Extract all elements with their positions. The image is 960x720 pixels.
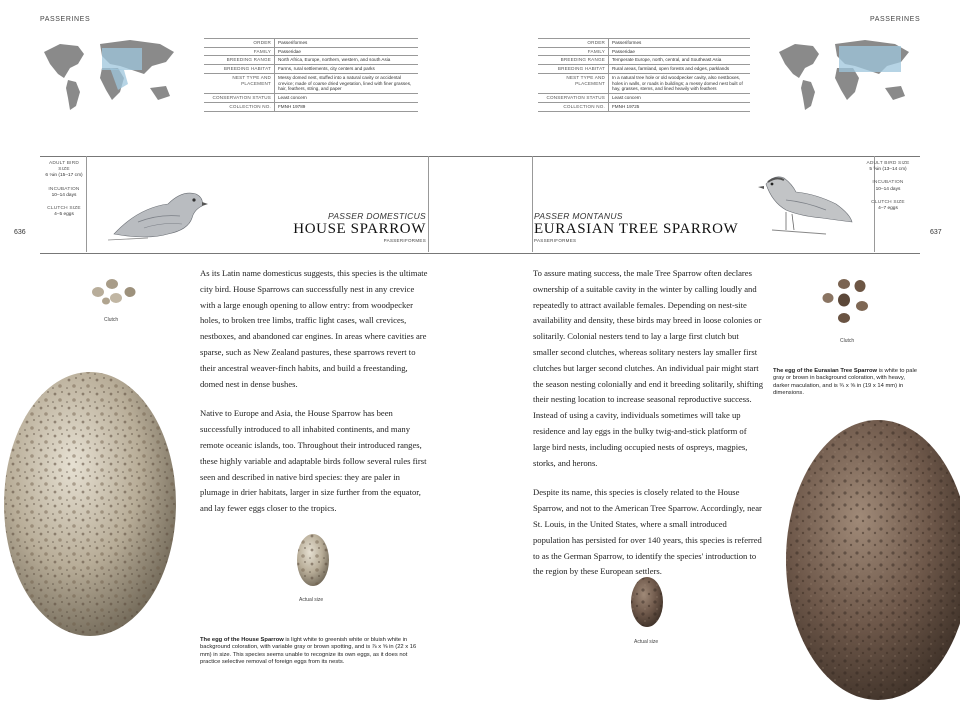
info-label: BREEDING HABITAT [204,65,275,74]
info-row [538,65,750,74]
info-label: CONSERVATION STATUS [538,94,609,103]
tree-sparrow-egg-large [782,418,960,708]
stat-value: 4–5 eggs [54,212,74,218]
stats-left [44,161,84,226]
egg-caption-left [200,637,422,667]
stat-value: 4–7 eggs [878,206,898,212]
info-row [538,47,750,56]
info-row [204,94,418,103]
info-row [204,39,418,48]
range-map-left [40,34,180,114]
info-value: Passeridae [609,47,751,56]
stat-label: ADULT BIRD SIZE [866,161,910,166]
caption-text: is white to pale gray or brown in background coloration, with heavy, darker maculation, and is ¾ x ⅝ in (19 x 14 mm) in dimensions. [773,368,918,397]
info-label: BREEDING RANGE [538,56,609,65]
paragraph: As its Latin name domesticus suggests, this species is the ultimate city bird. House Sparrows can successfully nest in any crevice with a large enough opening to allow entry: from woodpecker holes, to broken tree limbs, traffic light cases, wall crevices, nestboxes, and abandoned car engines. In areas where cavities are sparse, such as New Zealand pastures, these sparrows revert to their ancestral weaver-finch habits, and build a freestanding, domed nest in dense bushes. [200,268,428,389]
stats-right [860,161,916,219]
info-row [204,65,418,74]
info-value: Farms, rural settlements, city centers and parks [275,65,419,74]
clutch-label-left: Clutch [104,317,119,323]
info-value: Rural areas, farmland, open forests and edges, parklands [609,65,751,74]
info-row [204,73,418,93]
info-label: COLLECTION NO. [204,102,275,111]
info-label: ORDER [538,39,609,48]
info-value: FMNH 19789 [275,102,419,111]
info-row [538,94,750,103]
stat-value: 10–14 days [875,186,901,192]
caption-bold: The egg of the Eurasian Tree Sparrow [773,368,878,374]
page-number-right: 637 [930,229,942,236]
info-label: FAMILY [204,47,275,56]
stat-value: 5 ⅝in (13–14 cm) [869,167,907,173]
paragraph: To assure mating success, the male Tree Sparrow often declares ownership of a suitable cavity in the winter by calling loudly and repeatedly to attract available females. Depending on nest-site availability and density, these birds may breed in loose colonies or solitarily. Colonial nesters tend to lay a large first clutch but smaller second clutches, whereas solitary nesters lay smaller first clutches but larger second clutches. An individual pair might start the season nesting colonially and end it breeding solitarily, shifting their nesting location to increase seasonal reproductive success. Instead of using a cavity, individuals sometimes will take up residence and lay eggs in the bulky twig-and-stick platform of large bird nests, including occupied nests of ospreys, magpies, storks, and herons. [533,268,763,468]
clutch-label-right: Clutch [840,338,855,344]
clutch-eggs-left [86,274,142,308]
body-text-right [533,266,763,594]
page-number-left: 636 [14,229,26,236]
info-row [204,56,418,65]
info-table-right [538,38,750,112]
info-value: Passeriformes [275,39,419,48]
info-label: BREEDING HABITAT [538,65,609,74]
info-row [204,102,418,111]
common-name-left: HOUSE SPARROW [293,221,426,237]
stat-label: ADULT BIRD SIZE [48,161,80,173]
info-row [204,47,418,56]
latin-name-left: PASSER DOMESTICUS [328,211,426,221]
house-sparrow-illustration [108,178,212,244]
info-value: In a natural tree hole or old woodpecker cavity, also nestboxes, holes in walls, or roads in buildings; a messy domed nest built of hay, grasses, stems, and lined heavily with feathers [609,73,751,93]
info-label: ORDER [204,39,275,48]
order-small-right: PASSERIFORMES [534,238,577,243]
stat-label: INCUBATION [872,180,904,186]
stat-value: 10–14 days [51,192,77,198]
info-label: NEST TYPE AND PLACEMENT [204,73,275,93]
caption-bold: The egg of the House Sparrow [200,637,284,643]
info-label: COLLECTION NO. [538,102,609,111]
actual-size-label-right: Actual size [634,639,659,645]
info-value: North Africa, Europe, northern, western, and south Asia [275,56,419,65]
info-value: Passeriformes [609,39,751,48]
stat-value: 6 ⅛in (15–17 cm) [45,173,83,179]
info-label: NEST TYPE AND PLACEMENT [538,73,609,93]
info-value: Passeridae [275,47,419,56]
info-label: CONSERVATION STATUS [204,94,275,103]
info-row [538,102,750,111]
info-label: FAMILY [538,47,609,56]
info-value: Least concern [609,94,751,103]
paragraph: Native to Europe and Asia, the House Sparrow has been successfully introduced to all inhabited continents, and many remote oceanic islands, too. Throughout their introduced ranges, these highly variable and adaptable birds follow several rules first seen and described in native bird species: they are paler in plumage in drier habitats, larger in size further from the equator, and lay fewer eggs closer to the tropics. [200,408,427,514]
section-title-right: PASSERINES [870,16,921,23]
stat-label: CLUTCH SIZE [871,199,905,205]
info-value: Temperate Europe, north, central, and Southeast Asia [609,56,751,65]
info-value: FMNH 19725 [609,102,751,111]
body-text-left [200,266,430,531]
stat-label: CLUTCH SIZE [47,206,81,212]
info-row [538,73,750,93]
info-row [538,56,750,65]
info-value: Least concern [275,94,419,103]
range-map-right [772,34,918,114]
house-sparrow-egg-large [0,362,182,644]
house-sparrow-egg-actual [295,532,331,588]
info-row [538,39,750,48]
stat-label: INCUBATION [48,186,80,192]
common-name-right: EURASIAN TREE SPARROW [534,221,739,237]
caption-text: is light white to greenish white or bluish white in background coloration, with variable gray or brown spotting, and is ⅞ x ⅝ in (22 x 16 mm) in size. This species seems unable to recognize its own eggs, as it does not practice selective removal of foreign eggs from its nests. [200,637,417,666]
order-small-left: PASSERIFORMES [383,238,426,243]
clutch-eggs-right [816,276,876,330]
info-table-left [204,38,418,112]
egg-caption-right [773,368,919,398]
info-label: BREEDING RANGE [204,56,275,65]
section-title-left: PASSERINES [40,16,91,23]
latin-name-right: PASSER MONTANUS [534,211,623,221]
actual-size-label-left: Actual size [299,597,324,603]
info-value: Messy domed nest, stuffed into a natural cavity or accidental crevice; made of coarse dried vegetation, lined with finer grasses, hair, feathers, string, and paper [275,73,419,93]
paragraph: Despite its name, this species is closely related to the House Sparrow, and not to the American Tree Sparrow. Accordingly, near St. Louis, in the United States, where a small introduced population has persisted for over 140 years, this species is referred to as the German Sparrow, to identify the species' introduction to the region by these European settlers. [533,487,762,577]
